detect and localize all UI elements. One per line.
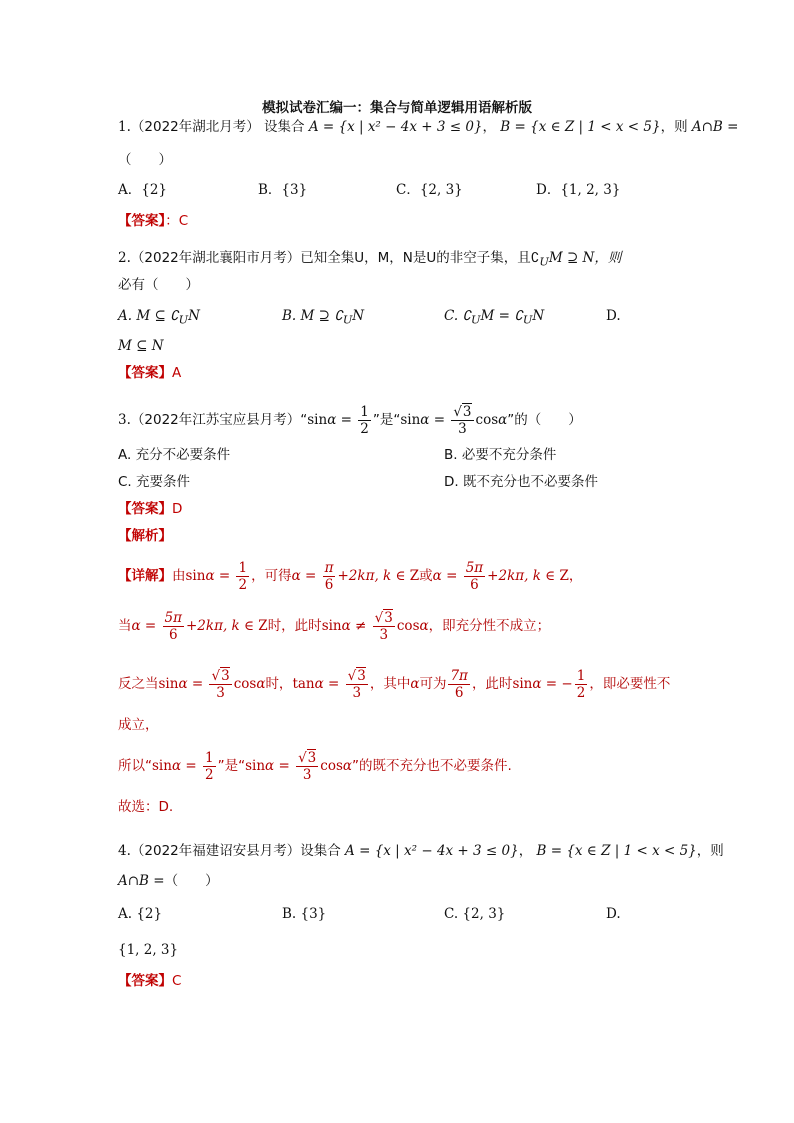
question-1-paren: （ ） bbox=[118, 152, 172, 168]
option-d-value: {1, 2, 3} bbox=[118, 942, 179, 958]
option-d-value: M ⊆ N bbox=[118, 338, 164, 354]
question-source: （2022年湖北月考） bbox=[130, 119, 260, 135]
option-c: C．{2, 3} bbox=[396, 182, 463, 198]
set-b: B = {x ∈ Z | 1 < x < 5} bbox=[536, 843, 697, 859]
option-b: B. M ⊇ $∁_UN$ bbox=[282, 308, 365, 327]
question-2-stem: 2.（2022年湖北襄阳市月考）已知全集U，M，N是U的非空子集，且$∁_UM$ ⊇ N，则 bbox=[118, 250, 622, 269]
option-d: D. bbox=[606, 906, 621, 922]
option-a: A. M ⊆ $∁_UN$ bbox=[118, 308, 200, 327]
solution-line-2: 当α = $\frac{5\pi}{6}$ +2kπ, k ∈ Z时，此时sinα ≠ $\frac{√3}{3}$ cosα，即充分性不成立； bbox=[118, 610, 551, 643]
question-4-stem: 4.（2022年福建诏安县月考）设集合 A = {x | x² − 4x + 3 ≤ 0}， B = {x ∈ Z | 1 < x < 5}，则 bbox=[118, 843, 724, 859]
option-a: A. 充分不必要条件 bbox=[118, 447, 231, 463]
question-3-answer: 【答案】D bbox=[118, 501, 183, 517]
question-source: （2022年江苏宝应县月考） bbox=[130, 412, 301, 428]
solution-line-4: 成立， bbox=[118, 717, 159, 733]
question-2-line2: 必有（ ） bbox=[118, 277, 199, 293]
solution-line-5: 所以“sinα = $\frac{1}{2}$ ”是“sinα = $\frac{√3}{3}$ cosα”的既不充分也不必要条件. bbox=[118, 750, 512, 783]
question-1-answer: 【答案】：C bbox=[118, 213, 189, 229]
option-b: B．{3} bbox=[258, 182, 308, 198]
question-3-stem: 3.（2022年江苏宝应县月考）“sinα = $\frac{1}{2}$ ”是“sinα = $\frac{√3}{3}$ cosα”的（ ） bbox=[118, 404, 582, 437]
question-source: （2022年福建诏安县月考） bbox=[130, 843, 301, 859]
option-d: D. bbox=[606, 308, 621, 324]
set-a: A = {x | x² − 4x + 3 ≤ 0} bbox=[345, 843, 519, 859]
option-b: B. {3} bbox=[282, 906, 327, 922]
analysis-label: 【解析】 bbox=[118, 528, 172, 544]
option-b: B. 必要不充分条件 bbox=[444, 447, 557, 463]
set-b: B = {x ∈ Z | 1 < x < 5} bbox=[500, 119, 661, 135]
option-d: D．{1, 2, 3} bbox=[536, 182, 621, 198]
solution-line-1: 【详解】由sinα = $\frac{1}{2}$ ，可得α = $\frac{\pi}{6}$ +2kπ, k ∈ Z或α = $\frac{5\pi}{6}$ +2kπ, k ∈ Z， bbox=[118, 560, 583, 593]
option-d: D. 既不充分也不必要条件 bbox=[444, 474, 598, 490]
question-source: （2022年湖北襄阳市月考） bbox=[130, 250, 301, 266]
option-a: A．{2} bbox=[118, 182, 168, 198]
option-c: C. $∁_UM$ = $∁_UN$ bbox=[444, 308, 545, 327]
question-2-answer: 【答案】A bbox=[118, 365, 182, 381]
document-title: 模拟试卷汇编一：集合与简单逻辑用语解析版 bbox=[262, 100, 532, 116]
solution-conclusion: 故选：D. bbox=[118, 799, 174, 815]
option-c: C. 充要条件 bbox=[118, 474, 191, 490]
set-a: A = {x | x² − 4x + 3 ≤ 0} bbox=[308, 119, 483, 135]
option-a: A. {2} bbox=[118, 906, 163, 922]
question-4-answer: 【答案】C bbox=[118, 973, 182, 989]
question-4-line2: A∩B =（ ） bbox=[118, 873, 219, 889]
solution-line-3: 反之当sinα = $\frac{√3}{3}$ cosα时，tanα = $\frac{√3}{3}$ ，其中α可为 $\frac{7\pi}{6}$ ，此时sinα = − $\frac{1}{2}$ ，即必要性不 bbox=[118, 668, 671, 701]
option-c: C. {2, 3} bbox=[444, 906, 506, 922]
question-1-stem: 1.（2022年湖北月考） 设集合 A = {x | x² − 4x + 3 ≤ 0}， B = {x ∈ Z | 1 < x < 5}，则 A∩B = bbox=[118, 119, 739, 135]
